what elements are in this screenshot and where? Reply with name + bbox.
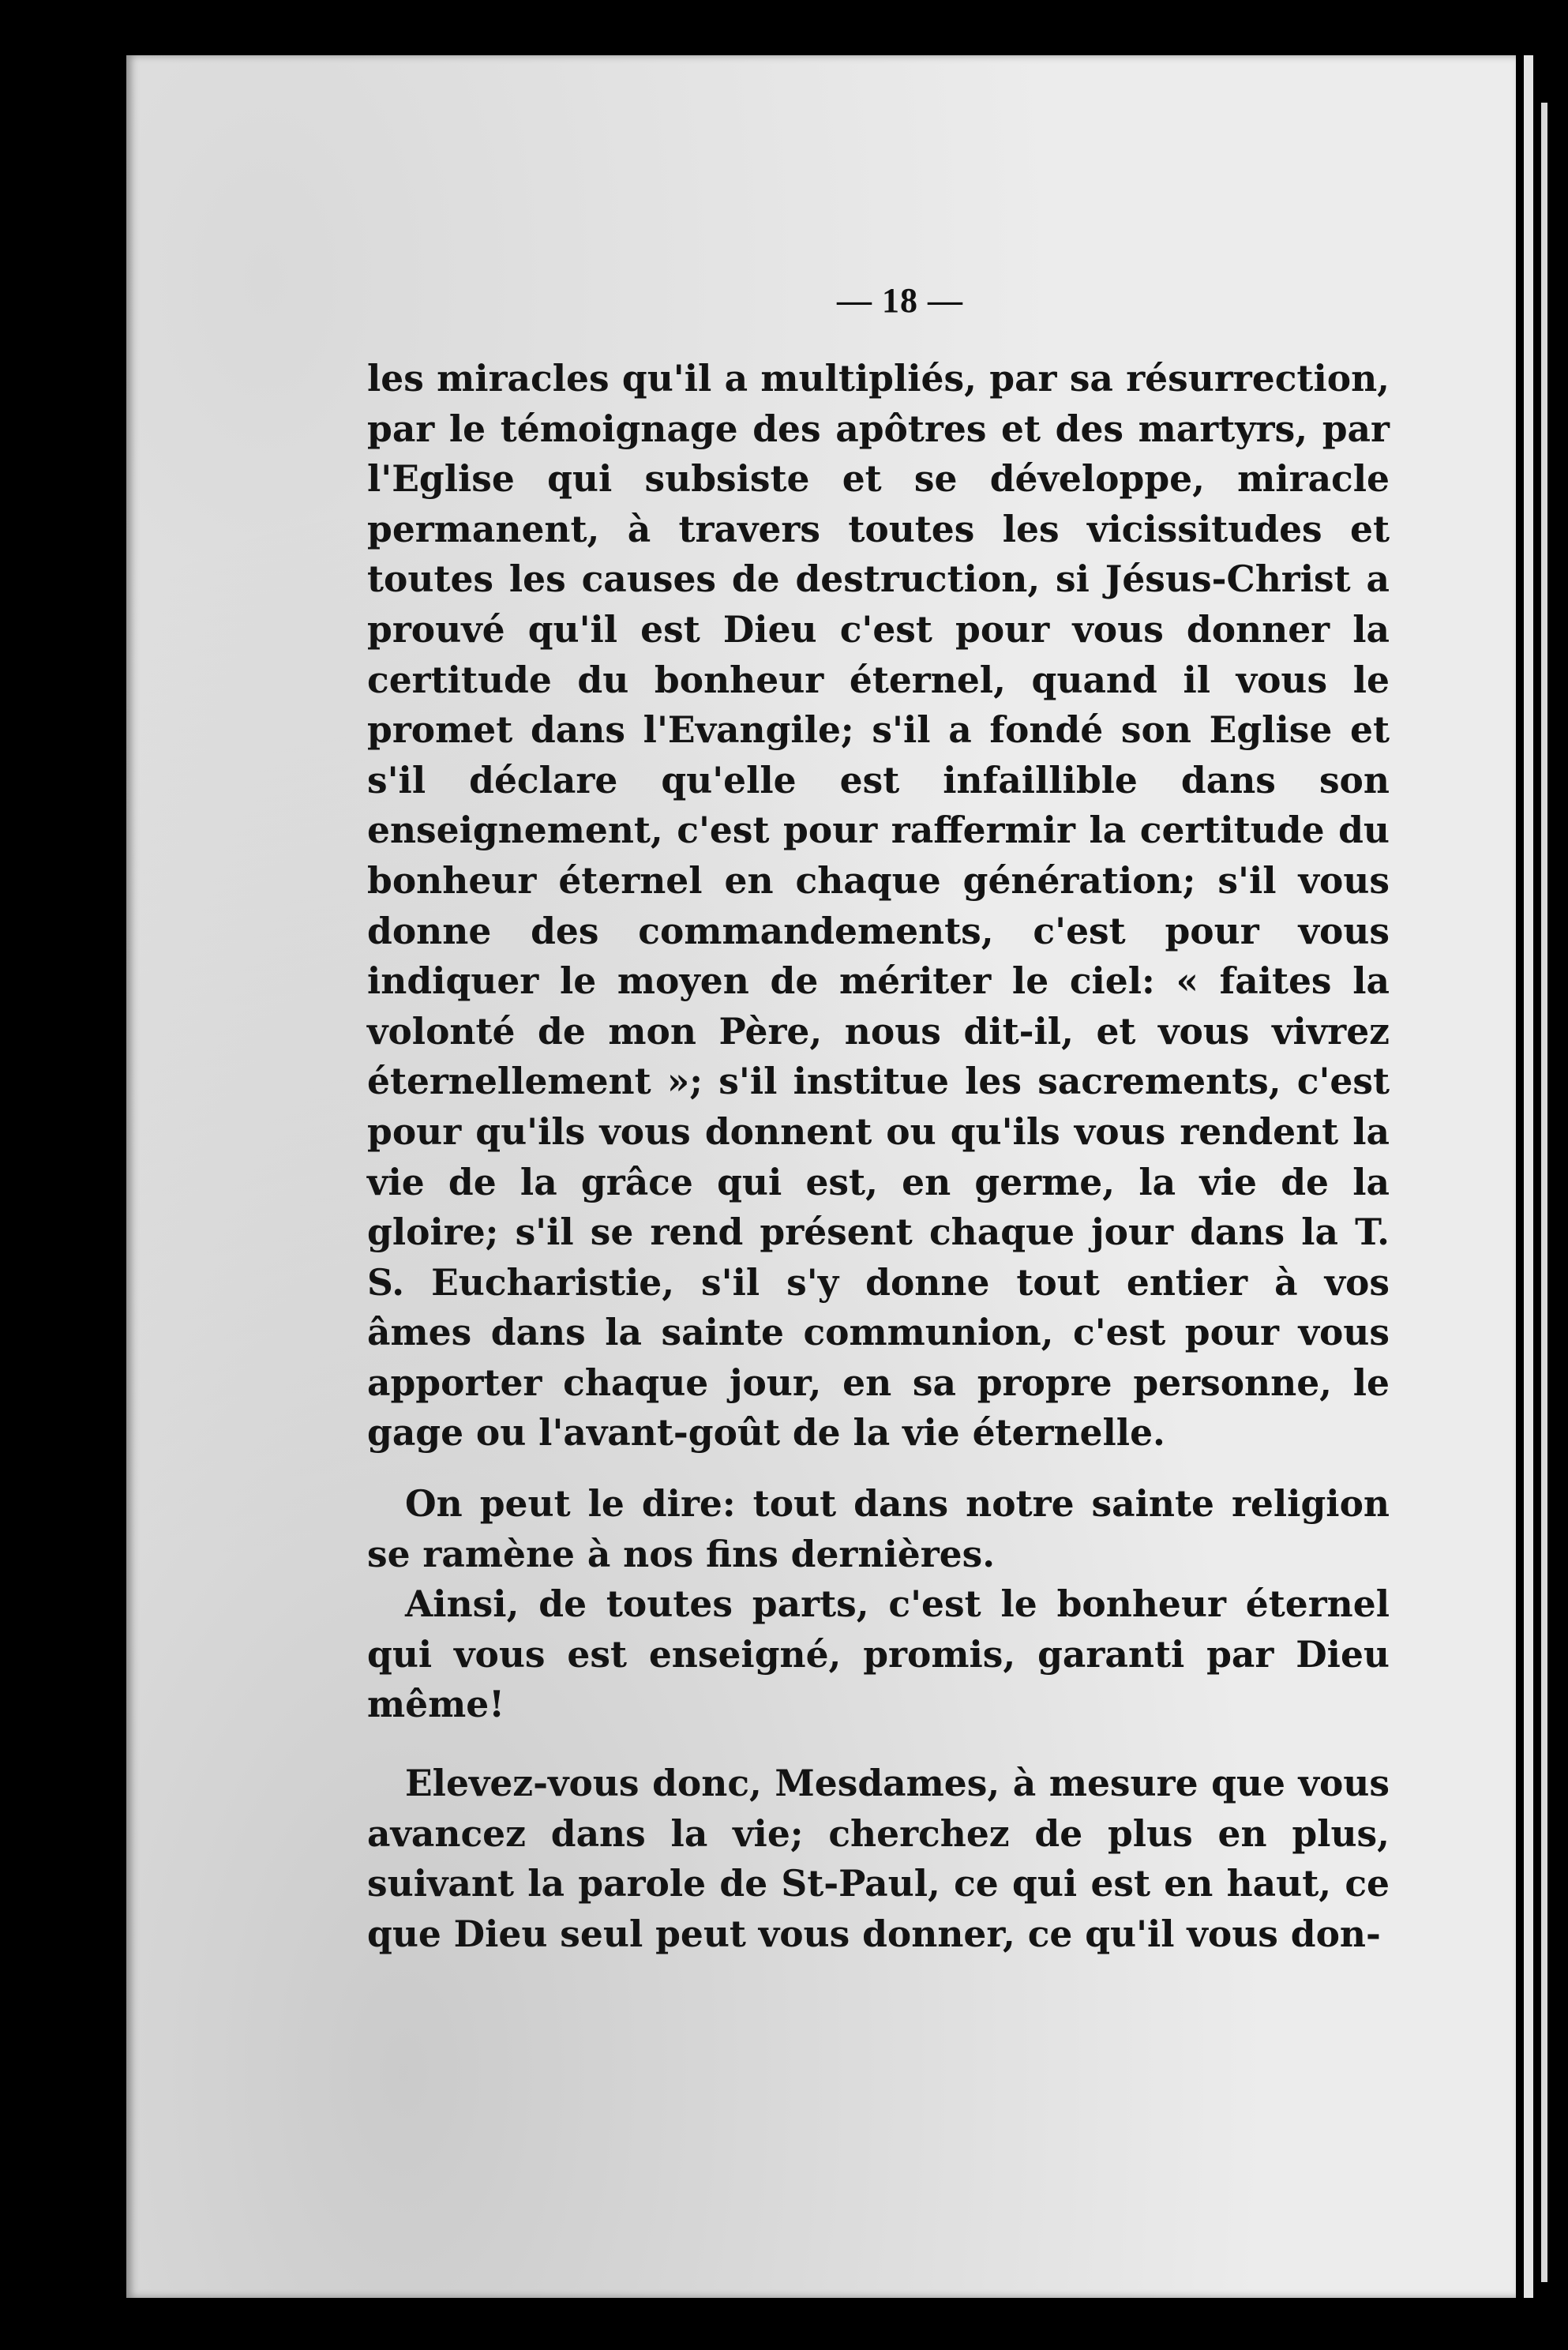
body-text [367,354,1390,1959]
paragraph-3: Ainsi, de toutes parts, c'est le bonheur éternel qui vous est enseigné, promis, garanti par Dieu même! [367,1582,1390,1726]
paragraph-2: On peut le dire: tout dans notre sainte religion se ramène à nos fins dernières. [367,1482,1390,1575]
page-number: — 18 — [837,281,963,320]
paragraph-1: les miracles qu'il a multipliés, par sa résurrection, par le témoignage des apôtres et des martyrs, par l'Eglise qui subsiste et se développe, miracle permanent, à travers toutes les vicissitudes et toutes les causes de destruction, si Jésus-Christ a prouvé qu'il est Dieu c'est pour vous donner la certitude du bonheur éternel, quand il vous le promet dans l'Evangile; s'il a fondé son Eglise et s'il déclare qu'elle est infaillible dans son enseignement, c'est pour raffermir la certitude du bonheur éternel en chaque génération; s'il vous donne des commandements, c'est pour vous indiquer le moyen de mériter le ciel: « faites la volonté de mon Père, nous dit-il, et vous vivrez éternellement »; s'il institue les sacrements, c'est pour qu'ils vous donnent ou qu'ils vous rendent la vie de la grâce qui est, en germe, la vie de la gloire; s'il se rend présent chaque jour dans la T. S. Eucharistie, s'il s'y donne tout entier à vos âmes dans la sainte communion, c'est pour vous apporter chaque jour, en sa propre personne, le gage ou l'avant-goût de la vie éternelle. [367,357,1390,1455]
page-edge-back [1541,103,1547,2282]
page-edge [1524,55,1533,2298]
paragraph-4: Elevez-vous donc, Mesdames, à mesure que vous avancez dans la vie; cherchez de plus en plus, suivant la parole de St-Paul, ce qui est en haut, ce que Dieu seul peut vous donner, ce qu'il vous don- [367,1762,1390,1955]
